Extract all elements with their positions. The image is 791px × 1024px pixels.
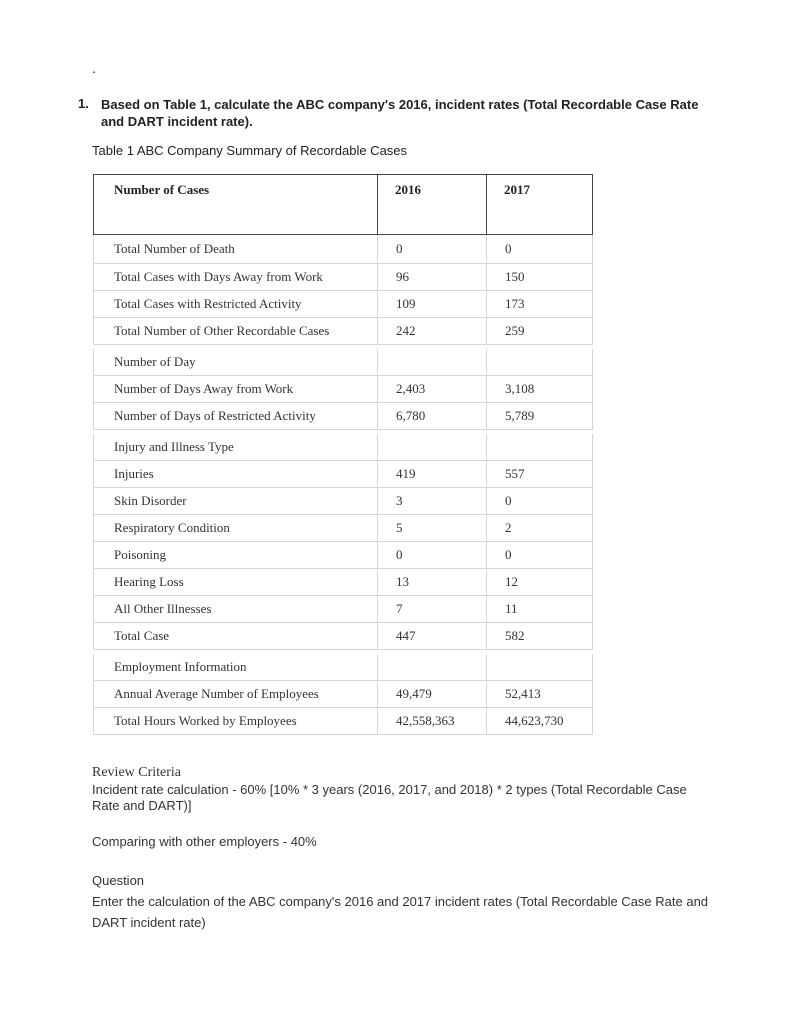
value-2016: 7 [378, 596, 487, 623]
value-2016: 13 [378, 569, 487, 596]
value-2016: 109 [378, 291, 487, 318]
row-label: Respiratory Condition [94, 515, 378, 542]
row-label: Injury and Illness Type [94, 434, 378, 461]
row-label: Skin Disorder [94, 488, 378, 515]
value-2016: 419 [378, 461, 487, 488]
value-2016: 0 [378, 235, 487, 264]
question-section-title: Question [92, 873, 145, 888]
value-2017: 3,108 [487, 376, 593, 403]
header-2016: 2016 [378, 175, 487, 235]
row-label: Employment Information [94, 654, 378, 681]
value-2016: 242 [378, 318, 487, 345]
header-number-of-cases: Number of Cases [94, 175, 378, 235]
stray-marker: . [92, 60, 96, 76]
review-criteria-title: Review Criteria [92, 765, 182, 780]
row-label: Total Cases with Days Away from Work [94, 264, 378, 291]
table-row [94, 291, 593, 318]
row-label: Number of Day [94, 349, 378, 376]
value-2016 [378, 434, 487, 461]
question-text: Based on Table 1, calculate the ABC company's 2016, incident rates (Total Recordable Case Rate and DART incident rate). [101, 97, 699, 129]
table-row [94, 515, 593, 542]
value-2017: 52,413 [487, 681, 593, 708]
table-row [94, 623, 593, 650]
table-row [94, 681, 593, 708]
value-2017: 0 [487, 235, 593, 264]
value-2017: 0 [487, 542, 593, 569]
table-caption: Table 1 ABC Company Summary of Recordable Cases [92, 143, 408, 158]
table-row [94, 488, 593, 515]
row-label: Number of Days of Restricted Activity [94, 403, 378, 430]
row-label: Injuries [94, 461, 378, 488]
table-row [94, 461, 593, 488]
value-2017 [487, 434, 593, 461]
value-2016 [378, 349, 487, 376]
value-2016: 3 [378, 488, 487, 515]
review-criteria-comparison: Comparing with other employers - 40% [92, 834, 317, 849]
row-label: Total Cases with Restricted Activity [94, 291, 378, 318]
recordable-cases-table [93, 174, 593, 735]
question-section-body: Enter the calculation of the ABC company's 2016 and 2017 incident rates (Total Recordable Case Rate and DART incident rate) [92, 894, 709, 930]
table-row [94, 318, 593, 345]
value-2017: 12 [487, 569, 593, 596]
value-2016: 447 [378, 623, 487, 650]
table-row [94, 403, 593, 430]
table-row [94, 596, 593, 623]
table-row [94, 264, 593, 291]
row-label: All Other Illnesses [94, 596, 378, 623]
value-2016: 6,780 [378, 403, 487, 430]
row-label: Total Case [94, 623, 378, 650]
row-label: Poisoning [94, 542, 378, 569]
table-row [94, 654, 593, 681]
table-body [94, 235, 593, 735]
value-2017: 44,623,730 [487, 708, 593, 735]
question-number: 1. [78, 96, 89, 111]
value-2016: 5 [378, 515, 487, 542]
value-2017: 11 [487, 596, 593, 623]
row-label: Total Number of Other Recordable Cases [94, 318, 378, 345]
value-2016: 2,403 [378, 376, 487, 403]
value-2017: 173 [487, 291, 593, 318]
header-2017: 2017 [487, 175, 593, 235]
row-label: Number of Days Away from Work [94, 376, 378, 403]
row-label: Annual Average Number of Employees [94, 681, 378, 708]
table-row [94, 349, 593, 376]
row-label: Total Number of Death [94, 235, 378, 264]
row-label: Hearing Loss [94, 569, 378, 596]
table-row [94, 708, 593, 735]
value-2016 [378, 654, 487, 681]
value-2017: 582 [487, 623, 593, 650]
table-row [94, 376, 593, 403]
value-2017: 2 [487, 515, 593, 542]
value-2017: 150 [487, 264, 593, 291]
table-header-row [94, 175, 593, 235]
row-label: Total Hours Worked by Employees [94, 708, 378, 735]
value-2017: 5,789 [487, 403, 593, 430]
value-2017 [487, 654, 593, 681]
value-2016: 96 [378, 264, 487, 291]
value-2016: 0 [378, 542, 487, 569]
table-row [94, 542, 593, 569]
table-row [94, 569, 593, 596]
value-2017: 0 [487, 488, 593, 515]
table-row [94, 434, 593, 461]
value-2016: 49,479 [378, 681, 487, 708]
value-2017 [487, 349, 593, 376]
value-2017: 259 [487, 318, 593, 345]
table-row [94, 235, 593, 264]
review-criteria-calculation: Incident rate calculation - 60% [10% * 3 years (2016, 2017, and 2018) * 2 types (Total Recordable Case Rate and DART)] [92, 782, 687, 813]
value-2016: 42,558,363 [378, 708, 487, 735]
value-2017: 557 [487, 461, 593, 488]
